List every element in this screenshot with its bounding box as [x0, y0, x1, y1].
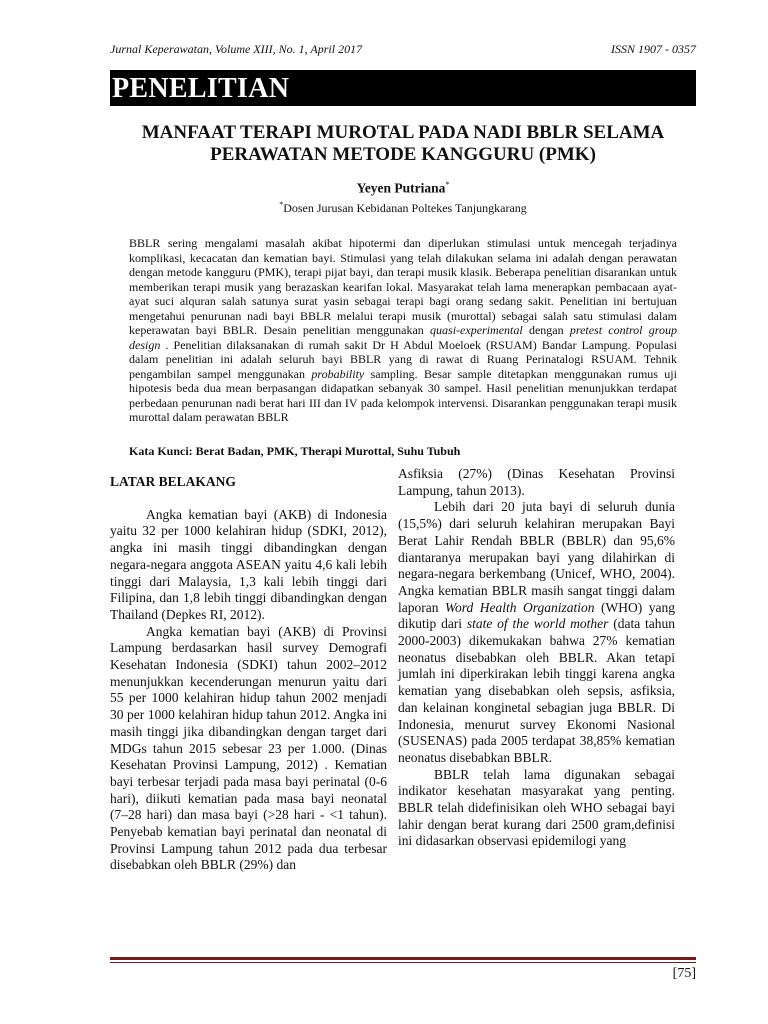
- left-column: [110, 474, 387, 874]
- affiliation-line: [110, 200, 696, 216]
- abstract-text-1: BBLR sering mengalami masalah akibat hipotermi dan diperlukan stimulasi untuk mencegah terjadinya komplikasi, kecacatan dan kematian bayi. Stimulasi yang telah dilakukan selama ini adalah dengan perawatan dengan metode kangguru (PMK), terapi pijat bayi, dan terapi musik klasik. Beberapa penelitian disarankan untuk memberikan terapi musik yang berazaskan kearifan lokal. Masyarakat telah lama menerapkan pembacaan ayat-ayat suci alquran salah satunya surat yasin sebagai terapi bagi orang sedang sakit. Penelitian ini bertujuan mengetahui penurunan nadi bayi BBLR melalui terapi musik (murottal) sebagai salah satu stimulasi dalam keperawatan bayi BBLR. Desain penelitian menggunakan: [129, 236, 677, 337]
- abstract-text-2: dengan: [522, 323, 570, 337]
- author-name: Yeyen Putriana: [356, 180, 446, 196]
- affiliation-text: Dosen Jurusan Kebidanan Poltekes Tanjungkarang: [283, 201, 527, 215]
- abstract-term-probability: probability: [311, 366, 365, 381]
- author-mark: *: [445, 180, 450, 189]
- section-banner: [110, 70, 696, 106]
- body-paragraph: Angka kematian bayi (AKB) di Provinsi Lampung berdasarkan hasil survey Demografi Kesehatan Indonesia (SDKI) tahun 2002–2012 menunjukkan kecenderungan menurun yaitu dari 55 per 1000 kelahiran hidup tahun 2002 menjadi 30 per 1000 kelahiran hidup tahun 2012. Angka ini masih tinggi jika dibandingkan dengan target dari MDGs tahun 2015 sebesar 23 per 1.000. (Dinas Kesehatan Provinsi Lampung, 2012) . Kematian bayi terbesar terjadi pada masa bayi perinatal (0-6 hari), diikuti kematian pada masa bayi neonatal (7–28 hari) dan masa bayi (>28 hari - <1 tahun). Penyebab kematian bayi perinatal dan neonatal di Provinsi Lampung tahun 2012 pada dua terbesar disebabkan oleh BBLR (29%) dan: [110, 623, 387, 873]
- footer-rule-thick: [110, 957, 696, 960]
- section-heading: LATAR BELAKANG: [110, 474, 236, 489]
- section-banner-label: PENELITIAN: [112, 73, 290, 104]
- body-text: (data tahun 2000-2003) dikemukakan bahwa 27% kematian neonatus disebabkan oleh BBLR. Akan tetapi jumlah ini diperkirakan lebih tinggi karena angka kematian yang disebabkan oleh sepsis, asfiksia, dan kelainan konginetal sebagian juga BBLR. Di Indonesia, menurut survey Ekonomi Nasional (SUSENAS) pada 2005 terdapat 38,85% kematian neonatus disebabkan BBLR.: [398, 616, 675, 765]
- body-paragraph: BBLR telah lama digunakan sebagai indikator kesehatan masyarakat yang penting. BBLR telah didefinisikan oleh WHO sebagai bayi lahir dengan berat kurang dari 2500 gram,definisi ini didasarkan observasi epidemilogi yang: [398, 766, 675, 849]
- body-paragraph: [398, 499, 675, 766]
- abstract-text-3: . Penelitian dilaksanakan di rumah sakit Dr H Abdul Moeloek (RSUAM) Bandar Lampung. Populasi dalam penelitian ini adalah seluruh bayi BBLR yang di rawat di Ruang Perinatalogi RSUAM. Tehnik pengambilan sampel menggunakan: [129, 337, 677, 381]
- article-title: [110, 122, 696, 166]
- running-header: [110, 42, 696, 58]
- footer-rule-thin: [110, 962, 696, 963]
- body-paragraph: Angka kematian bayi (AKB) di Indonesia yaitu 32 per 1000 kelahiran hidup (SDKI, 2012), angka ini masih tinggi dibandingkan dengan negara-negara anggota ASEAN yaitu 4,6 kali lebih tinggi dari Malaysia, 1,3 kali lebih tinggi dari Filipina, dan 1,8 lebih tinggi dibandingkan dengan Thailand (Depkes RI, 2012).: [110, 506, 387, 622]
- journal-citation: Jurnal Keperawatan, Volume XIII, No. 1, April 2017: [110, 42, 363, 56]
- keywords: Kata Kunci: Berat Badan, PMK, Therapi Murottal, Suhu Tubuh: [129, 444, 461, 458]
- issn-label: ISSN 1907 - 0357: [611, 42, 696, 56]
- author-line: [110, 180, 696, 197]
- affiliation-mark: *: [279, 200, 284, 209]
- body-text: Lebih dari 20 juta bayi di seluruh dunia (15,5%) dari seluruh kelahiran merupakan Bayi Berat Lahir Rendah BBLR (BBLR) dan 95,6% diantaranya merupakan bayi yang dilahirkan di negara-negara berkembang (Unicef, WHO, 2004). Angka kematian BBLR masih sangat tinggi dalam laporan: [398, 499, 675, 615]
- abstract-term-quasi: quasi-experimental: [430, 323, 523, 337]
- body-term-who: Word Health Organization: [444, 599, 595, 615]
- body-text: (WHO) yang dikutip dari: [398, 599, 675, 632]
- article-title-line-1: MANFAAT TERAPI MUROTAL PADA NADI BBLR SELAMA: [141, 122, 665, 143]
- page-number: [75]: [672, 966, 696, 981]
- abstract-text-4: sampling. Besar sample ditetapkan menggunakan rumus uji hipotesis beda dua mean berpasangan didapatkan sebanyak 30 sampel. Hasil penelitian menunjukkan terdapat perbedaan penurunan nadi berat hari III dan IV pada kelompok intervensi. Disarankan penggunakan terapi musik murottal dalam perawatan BBLR: [129, 366, 677, 424]
- right-column: [398, 466, 675, 850]
- body-term-report: state of the world mother: [466, 616, 609, 632]
- article-title-line-2: PERAWATAN METODE KANGGURU (PMK): [210, 144, 596, 165]
- abstract-term-design: pretest control group design: [129, 323, 677, 352]
- abstract: [129, 236, 677, 425]
- body-paragraph: Asfiksia (27%) (Dinas Kesehatan Provinsi Lampung, tahun 2013).: [398, 466, 675, 498]
